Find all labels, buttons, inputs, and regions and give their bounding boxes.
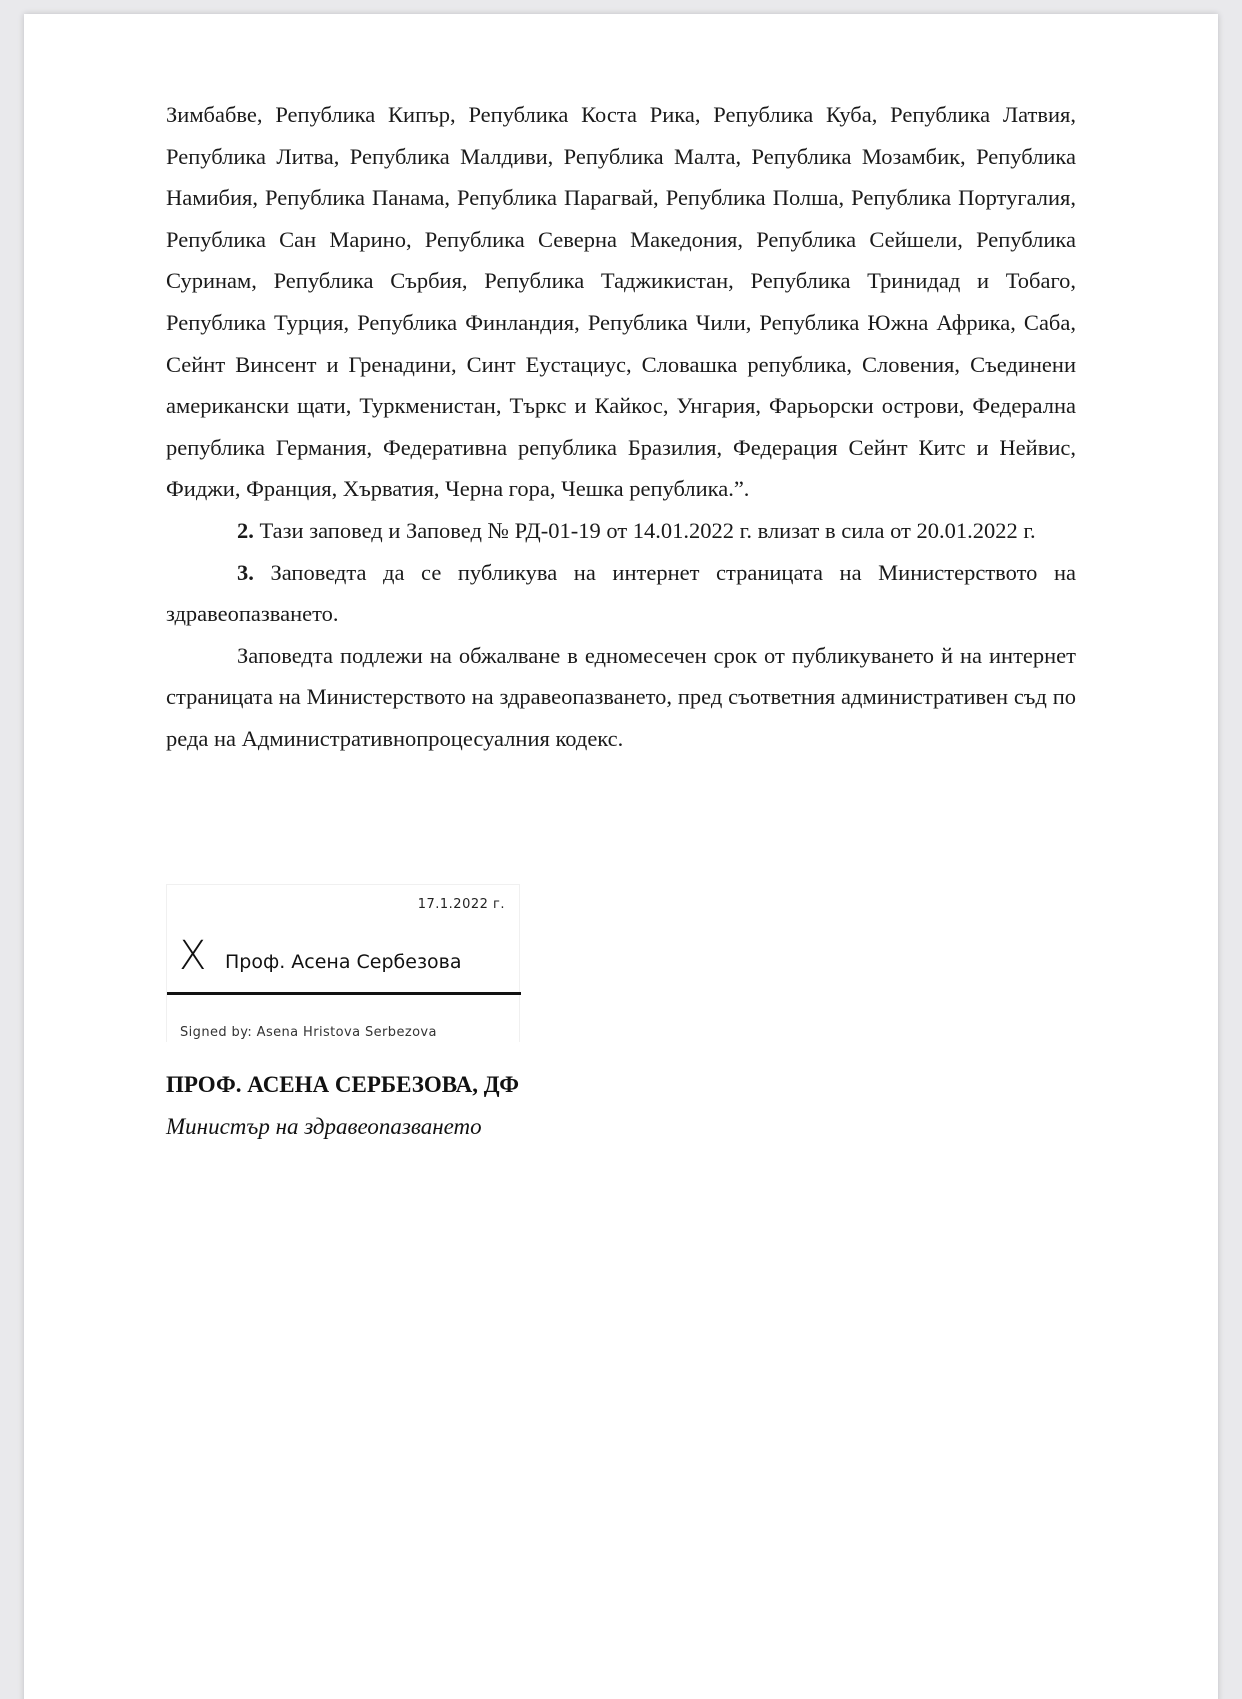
document-body [166,94,1076,760]
signature-date: 17.1.2022 г. [417,897,505,912]
signature-mark: X [179,933,207,979]
signature-line [167,992,521,995]
signature-name: Проф. Асена Сербезова [225,951,462,973]
paragraph-country-list: Зимбабве, Република Кипър, Република Коста Рика, Република Куба, Република Латвия, Република Литва, Република Малдиви, Република Малта, Република Мозамбик, Република Намибия, Република Панама, Република Парагвай, Република Полша, Република Португалия, Република Сан Марино, Република Северна Македония, Република Сейшели, Република Суринам, Република Сърбия, Република Таджикистан, Република Тринидад и Тобаго, Република Турция, Република Финландия, Република Чили, Република Южна Африка, Саба, Сейнт Винсент и Гренадини, Синт Еустациус, Словашка република, Словения, Съединени американски щати, Туркменистан, Търкс и Кайкос, Унгария, Фарьорски острови, Федерална република Германия, Федеративна република Бразилия, Федерация Сейнт Китс и Нейвис, Фиджи, Франция, Хърватия, Черна гора, Чешка република.”. [166,102,1076,502]
item-2-number: 2. [237,517,254,543]
item-3-text: Заповедта да се публикува на интернет страницата на Министерството на здравеопазването. [166,559,1077,627]
item-3-number: 3. [237,559,254,585]
signature-signed-by: Signed by: Asena Hristova Serbezova [180,1025,437,1040]
paragraph-item-3 [166,552,1076,635]
signer-name: ПРОФ. АСЕНА СЕРБЕЗОВА, ДФ [166,1072,520,1097]
paragraph-item-2 [166,510,1076,552]
document-page [24,14,1218,1699]
signer-title: Министър на здравеопазването [166,1114,482,1139]
paragraph-appeal: Заповедта подлежи на обжалване в едномесечен срок от публикуването й на интернет страницата на Министерството на здравеопазването, пред съответния административен съд по реда на Административнопроцесуалния кодекс. [166,642,1076,751]
digital-signature-box [166,884,520,1042]
item-2-text: Тази заповед и Заповед № РД-01-19 от 14.01.2022 г. влизат в сила от 20.01.2022 г. [259,517,1036,543]
